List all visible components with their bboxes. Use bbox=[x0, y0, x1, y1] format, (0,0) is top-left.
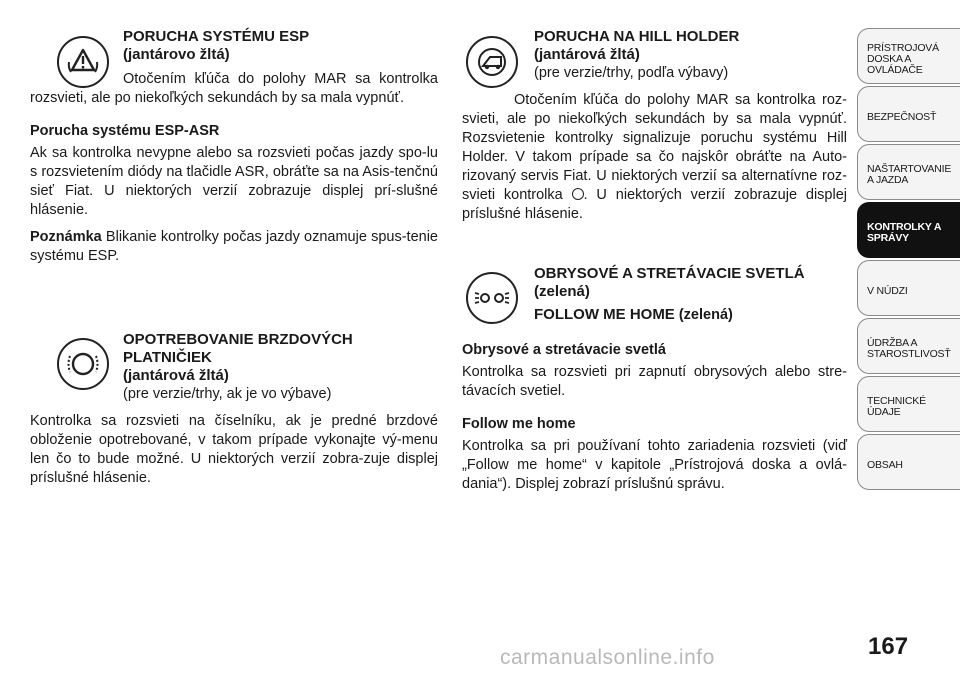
follow-me-home-heading bbox=[534, 305, 847, 325]
esp-color: (jantárovo žltá) bbox=[123, 46, 230, 63]
brake-availability: (pre verzie/trhy, ak je vo výbave) bbox=[123, 386, 332, 402]
follow-color: (zelená) bbox=[674, 307, 733, 323]
brake-color: (jantárová žltá) bbox=[123, 367, 229, 384]
lights-body: Kontrolka sa rozsvieti pri zapnutí obrysových alebo stre-távacích svetiel. bbox=[462, 364, 847, 399]
hill-title: PORUCHA NA HILL HOLDER bbox=[534, 28, 740, 45]
tab-v-nudzi[interactable]: V NÚDZI bbox=[857, 260, 960, 316]
lights-title: OBRYSOVÉ A STRETÁVACIE SVETLÁ bbox=[534, 265, 805, 282]
tab-nastartovanie[interactable]: NAŠTARTOVANIE A JAZDA bbox=[857, 144, 960, 200]
esp-intro: Otočením kľúča do polohy MAR sa kontrolka rozsvieti, ale po niekoľkých sekundách by sa mala vypnúť. bbox=[30, 71, 438, 106]
hill-body bbox=[462, 91, 847, 224]
tab-obsah[interactable]: OBSAH bbox=[857, 434, 960, 490]
hill-color: (jantárová žltá) bbox=[534, 46, 640, 63]
hill-availability: (pre verzie/trhy, podľa výbavy) bbox=[534, 65, 729, 81]
follow-subheading: Follow me home bbox=[462, 416, 576, 432]
follow-title: FOLLOW ME HOME bbox=[534, 306, 675, 323]
brake-title: OPOTREBOVANIE BRZDOVÝCH PLATNIČIEK bbox=[123, 331, 353, 366]
page-number: 167 bbox=[868, 633, 909, 660]
hill-holder-section bbox=[462, 28, 847, 232]
tab-kontrolky[interactable]: KONTROLKY A SPRÁVY bbox=[857, 202, 960, 258]
watermark: carmanualsonline.info bbox=[500, 646, 715, 669]
esp-body: Ak sa kontrolka nevypne alebo sa rozsvieti počas jazdy spo-lu s rozsvietením diódy na tlačidle ASR, obráťte sa na Asis-tenčnú sieť Fiat. U niektorých verzií zobrazuje displej prí-slušné hlásenie. bbox=[30, 145, 438, 218]
brake-body: Kontrolka sa rozsvieti na číselníku, ak je predné brzdové obloženie opotrebované, v takom prípade vykonajte vý-menu len čo to bude možné. U niektorých verzií zobra-zuje displej príslušné hlásenie. bbox=[30, 413, 438, 486]
lights-section bbox=[462, 265, 847, 502]
lights-subheading: Obrysové a stretávacie svetlá bbox=[462, 342, 666, 358]
esp-subheading: Porucha systému ESP-ASR bbox=[30, 123, 220, 139]
tab-technicke-udaje[interactable]: TECHNICKÉ ÚDAJE bbox=[857, 376, 960, 432]
hill-body-a: Otočením kľúča do polohy MAR sa kontrolka roz-svieti, ale po niekoľkých sekundách by sa mala vypnúť. Rozsvietenie kontrolky signalizuje poruchu systému Hill Holder. V takom prípade sa čo najskôr obráťte na Auto-rizovaný servis Fiat. U niektorých verzií sa alternatívne roz-svieti kontrolka bbox=[462, 92, 847, 203]
chapter-tabs bbox=[857, 28, 960, 492]
tab-bezpecnost[interactable]: BEZPEČNOSŤ bbox=[857, 86, 960, 142]
esp-title: PORUCHA SYSTÉMU ESP bbox=[123, 28, 310, 45]
esp-note-label: Poznámka bbox=[30, 229, 102, 245]
tab-pristrojova-doska[interactable]: PRÍSTROJOVÁ DOSKA A OVLÁDAČE bbox=[857, 28, 960, 84]
esp-note-text: Blikanie kontrolky počas jazdy oznamuje spus-tenie systému ESP. bbox=[30, 229, 438, 264]
esp-section bbox=[30, 28, 438, 274]
lights-color: (zelená) bbox=[534, 283, 590, 300]
esp-inline-icon bbox=[572, 188, 584, 200]
esp-note bbox=[30, 228, 438, 266]
hill-body-b: . U niektorých verzií zobrazuje displej príslušné hlásenie. bbox=[462, 187, 847, 222]
tab-udrzba[interactable]: ÚDRŽBA A STAROSTLIVOSŤ bbox=[857, 318, 960, 374]
follow-body: Kontrolka sa pri používaní tohto zariadenia rozsvieti (viď „Follow me home“ v kapitole „Prístrojová doska a ovlá-dania“). Displej zobrazí príslušnú správu. bbox=[462, 438, 847, 492]
brake-section bbox=[30, 331, 438, 496]
